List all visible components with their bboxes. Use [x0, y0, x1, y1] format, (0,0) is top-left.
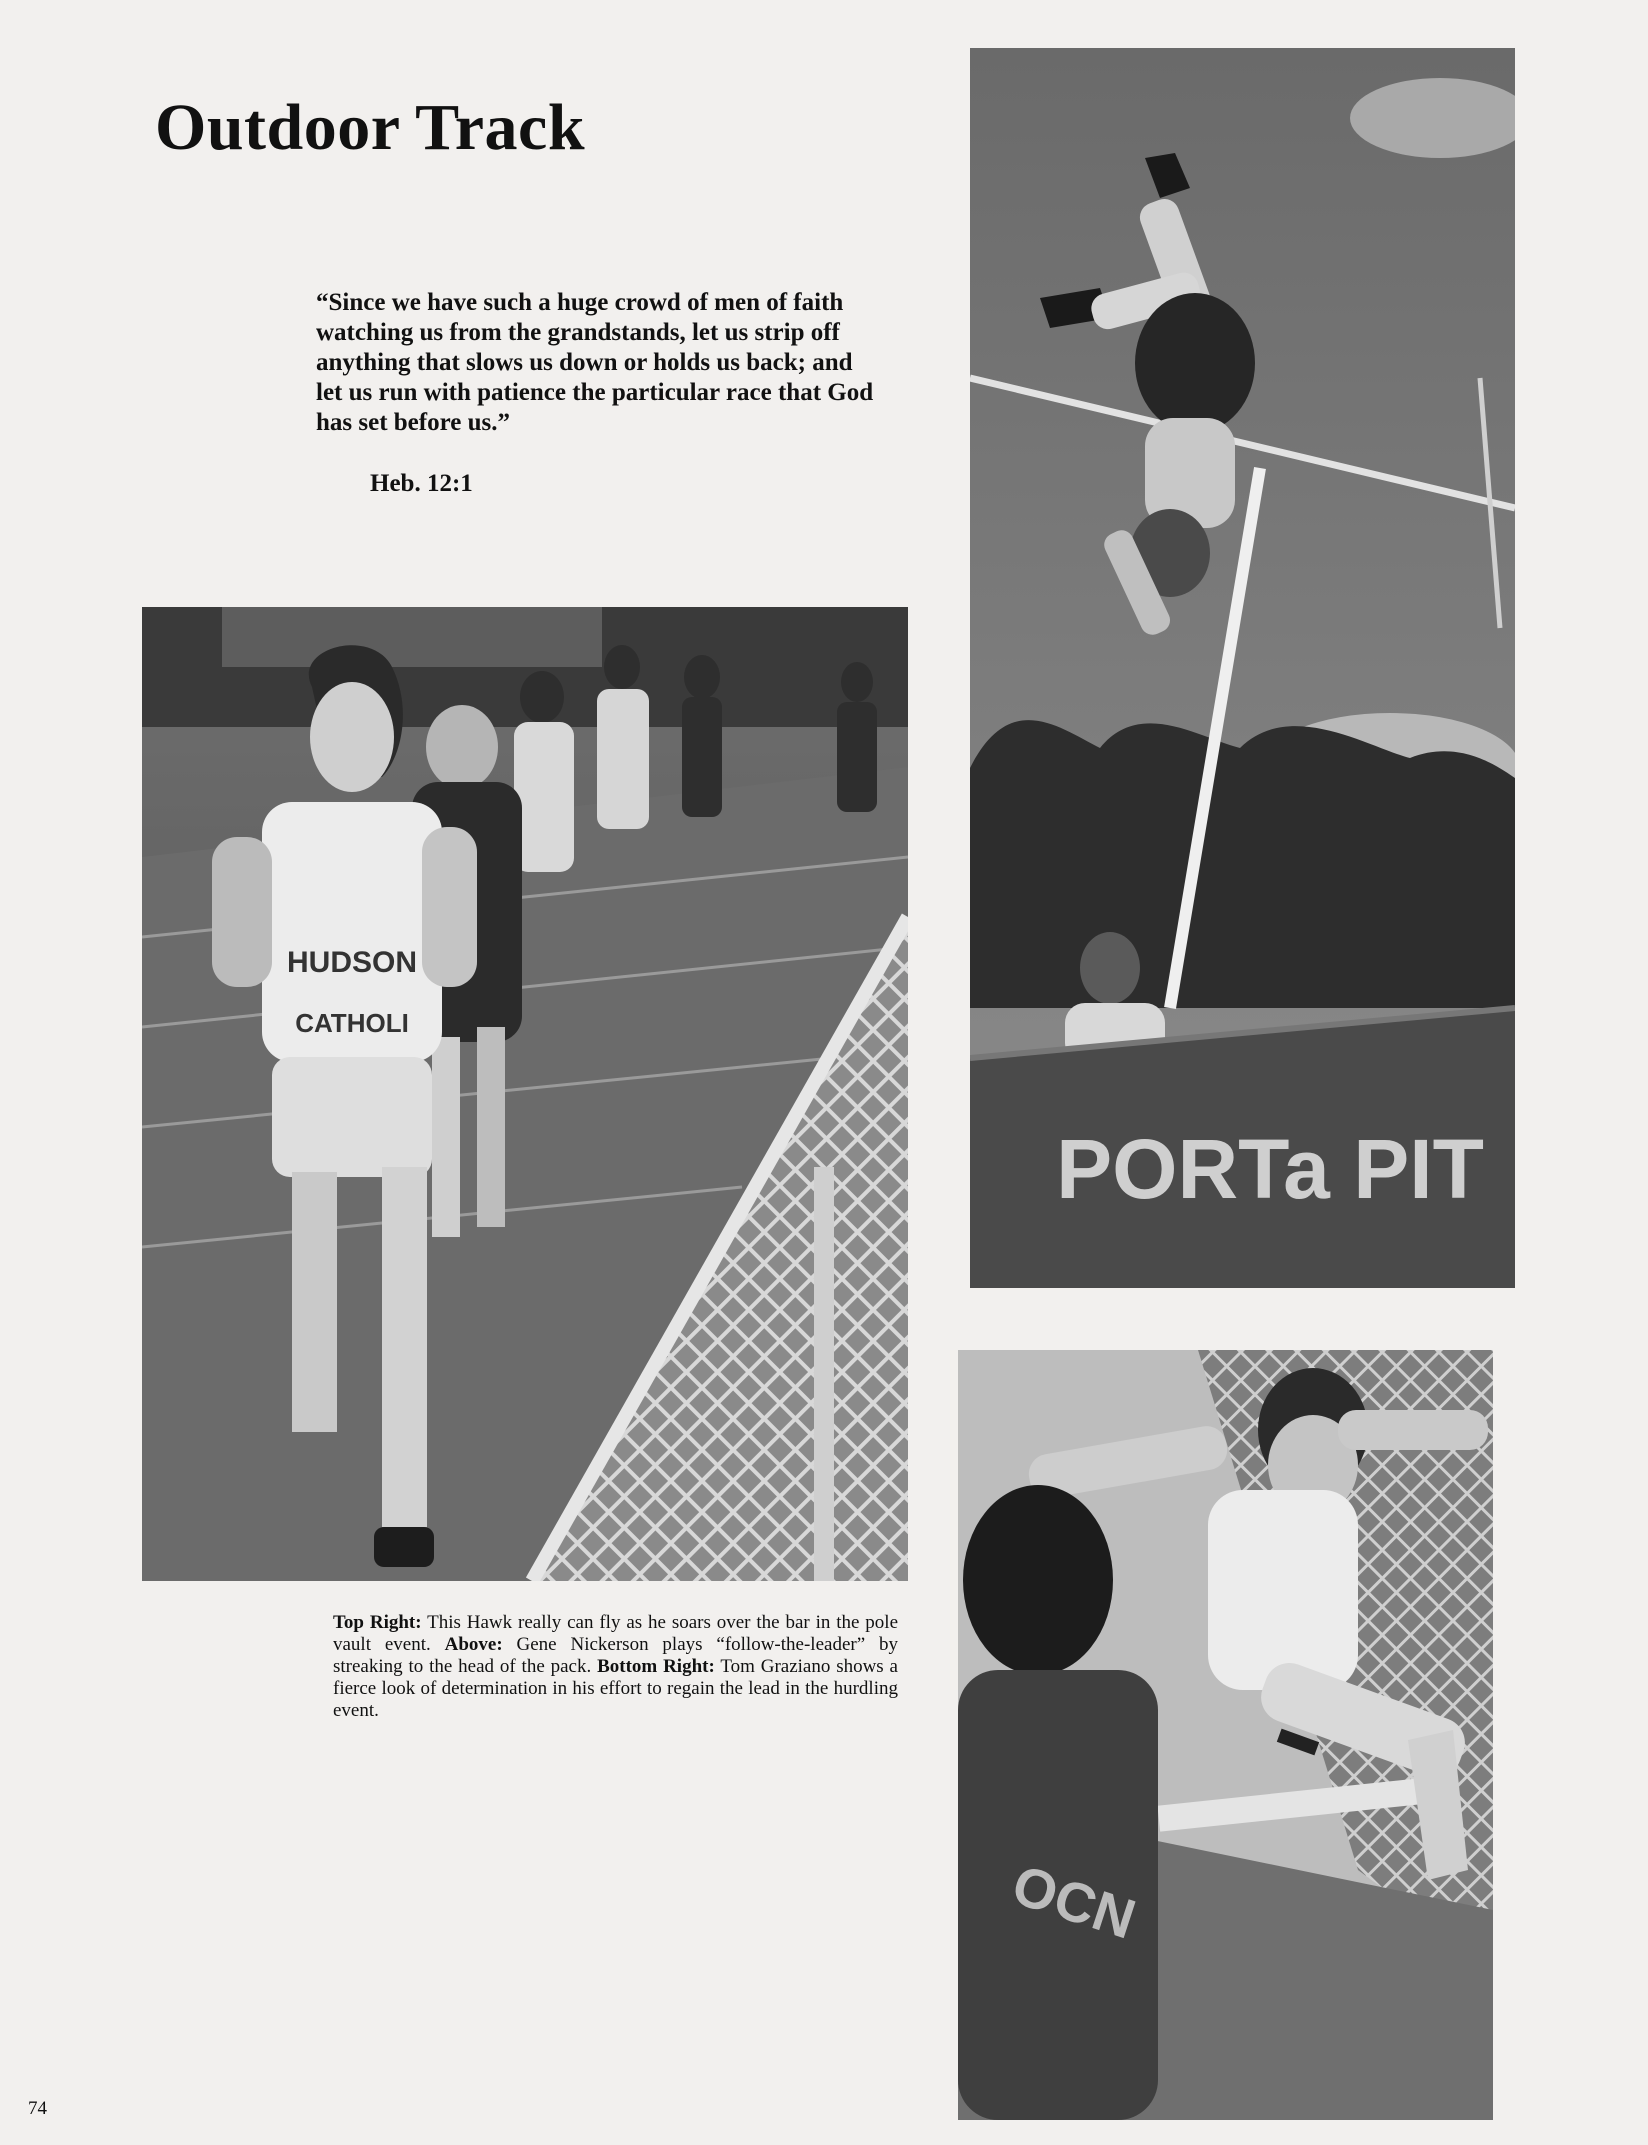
scripture-reference: Heb. 12:1 [370, 470, 473, 497]
caption-bottom-right-text: Tom Graziano shows a fierce look of determination in his effort to regain the lead in the hurdling event. [333, 1656, 898, 1721]
caption-above-label: Above: [444, 1634, 503, 1655]
page-title: Outdoor Track [155, 91, 586, 164]
pit-mat-label: PORTa PIT [1056, 1122, 1484, 1216]
hurdle-jersey-label: OCN [1005, 1852, 1143, 1951]
pole-vault-photo-image [970, 48, 1515, 1288]
caption-above-text: Gene Nickerson plays “follow-the-leader” by streaking to the head of the pack. [333, 1634, 898, 1677]
hurdle-photo [958, 1350, 1493, 2120]
caption-top-right-label: Top Right: [333, 1612, 422, 1633]
scripture-quote: “Since we have such a huge crowd of men of faith watching us from the grandstands, let us strip off anything that slows us down or holds us back; and let us run with patience the particular race that God has set before us.” [316, 289, 874, 436]
caption-top-right-text: This Hawk really can fly as he soars over the bar in the pole vault event. [333, 1612, 899, 1655]
runners-photo-image [142, 607, 908, 1581]
runners-photo [142, 607, 908, 1581]
hurdle-photo-image [958, 1350, 1493, 2120]
runner-jersey-bottom: CATHOLI [295, 1008, 409, 1038]
caption-bottom-right-label: Bottom Right: [597, 1656, 715, 1677]
page-number: 74 [28, 2098, 47, 2119]
pole-vault-photo [970, 48, 1515, 1288]
photo-caption [333, 1612, 898, 1722]
runner-jersey-top: HUDSON [286, 946, 418, 979]
